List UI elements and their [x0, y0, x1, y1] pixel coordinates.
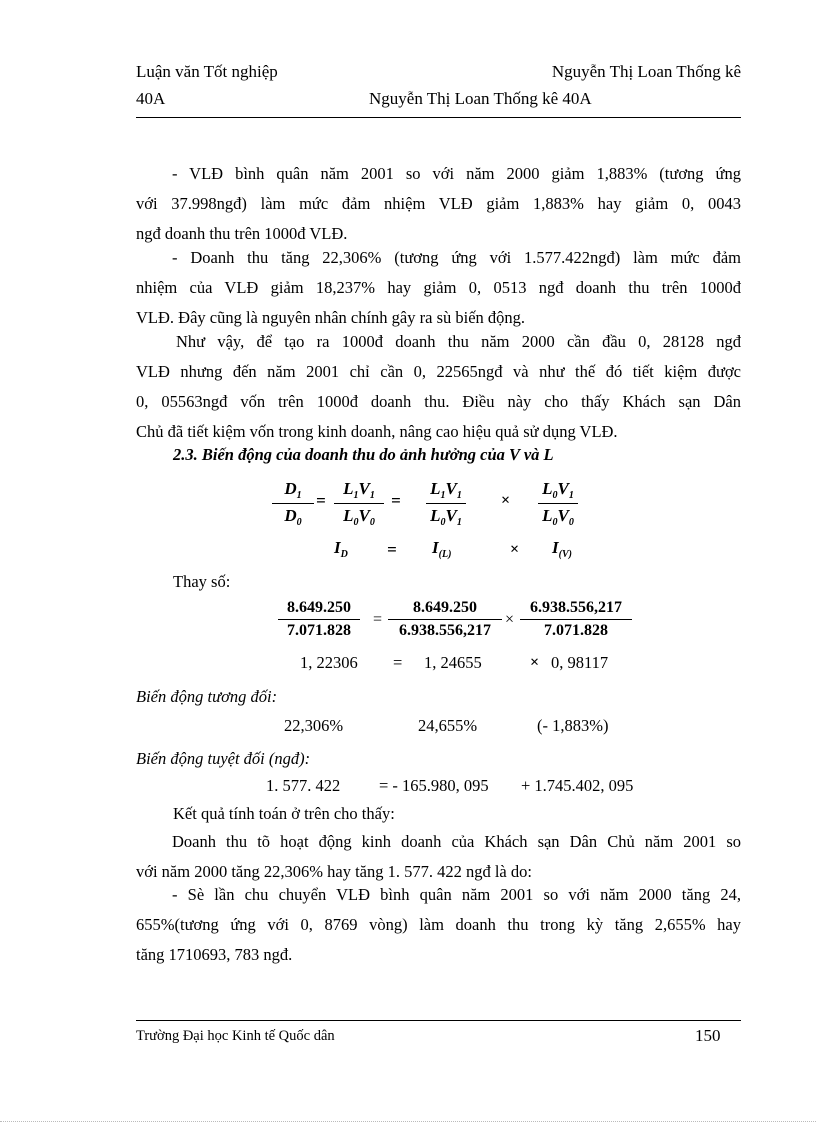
times-sign: × — [501, 492, 511, 509]
result-l: 1, 24655 — [424, 653, 482, 672]
absolute-v: + 1.745.402, 095 — [521, 776, 634, 795]
text-line: với 37.998ngđ) làm mức đảm nhiệm VLĐ giảm 1,883% hay giảm 0, 0043 — [136, 194, 741, 213]
text-line: - VLĐ bình quân năm 2001 so với năm 2000 giảm 1,883% (tương ứng — [172, 164, 741, 183]
header-left-line1: Luận văn Tốt nghiệp — [136, 62, 278, 81]
text-line: VLĐ nhưng đến năm 2001 chỉ cần 0, 22565ngđ và như thế đó tiết kiệm được — [136, 362, 741, 381]
page-bottom-edge — [0, 1121, 816, 1122]
index-iv: $I_{(V)}$ — [552, 538, 572, 560]
numerator: 8.649.250 — [278, 599, 360, 620]
text-line: với năm 2000 tăng 22,306% hay tăng 1. 577. 422 ngđ là do: — [136, 862, 532, 881]
relative-v: (- 1,883%) — [537, 716, 609, 735]
paragraph-2 — [136, 243, 741, 333]
text-line: tăng 1710693, 783 ngđ. — [136, 945, 293, 964]
relative-total: 22,306% — [284, 716, 344, 735]
absolute-l: = - 165.980, 095 — [379, 776, 489, 795]
times-sign: × — [530, 654, 540, 671]
text-line: - Sè lần chu chuyển VLĐ bình quân năm 2001 so với năm 2000 tăng 24, — [172, 885, 741, 904]
index-id: $I_D$ — [334, 538, 348, 560]
times-sign: × — [505, 611, 515, 628]
paragraph-5 — [136, 880, 741, 970]
paragraph-4 — [136, 827, 741, 887]
denominator: 6.938.556,217 — [399, 622, 491, 639]
text-line: 0, 05563ngđ vốn trên 1000đ doanh thu. Điều này cho thấy Khách sạn Dân — [136, 392, 741, 411]
equals-sign: = — [391, 491, 401, 510]
numerator: 6.938.556,217 — [520, 599, 632, 620]
text-line: - Doanh thu tăng 22,306% (tương ứng với 1.577.422ngđ) làm mức đảm — [172, 248, 741, 267]
text-line: 655%(tương ứng với 0, 8769 vòng) làm doanh thu trong kỳ tăng 2,655% hay — [136, 915, 741, 934]
text-line: VLĐ. Đây cũng là nguyên nhân chính gây ra sù biến động. — [136, 308, 526, 327]
footer-university: Trường Đại học Kinh tế Quốc dân — [136, 1028, 335, 1044]
page-number: 150 — [695, 1026, 721, 1045]
text-line: Như vậy, để tạo ra 1000đ doanh thu năm 2000 cần đầu 0, 28128 ngđ — [176, 332, 741, 351]
section-heading: 2.3. Biến động của doanh thu do ảnh hưởng của V và L — [173, 445, 554, 464]
text-line: ngđ doanh thu trên 1000đ VLĐ. — [136, 224, 348, 243]
equals-sign: = — [393, 653, 403, 672]
text-line: Doanh thu tõ hoạt động kinh doanh của Khách sạn Dân Chủ năm 2001 so — [172, 832, 741, 851]
fraction-l0v1-l0v0: $\frac{L_0V_1}{L_0V_0}$ — [538, 479, 578, 528]
header-center-line2: Nguyễn Thị Loan Thống kê 40A — [369, 89, 592, 108]
footer-rule — [136, 1020, 741, 1021]
header-rule — [136, 117, 741, 118]
symbol-d: D — [284, 506, 297, 525]
header-left-line2: 40A — [136, 89, 166, 108]
absolute-change-label: Biến động tuyệt đối (ngđ): — [136, 749, 311, 768]
fraction-values-3 — [520, 599, 632, 640]
result-total: 1, 22306 — [300, 653, 358, 672]
equals-sign: = — [387, 540, 397, 559]
result-v: 0, 98117 — [551, 653, 609, 672]
fraction-values-1 — [278, 599, 360, 640]
conclusion-intro: Kết quả tính toán ở trên cho thấy: — [173, 804, 395, 823]
fraction-d1-d0: $\frac{D_1}{D_0}$ — [272, 479, 314, 528]
absolute-total: 1. 577. 422 — [266, 776, 341, 795]
paragraph-1 — [136, 159, 741, 249]
substitution-label: Thay số: — [173, 572, 231, 591]
fraction-values-2 — [388, 599, 502, 640]
denominator: 7.071.828 — [287, 622, 351, 639]
text-line: nhiệm của VLĐ giảm 18,237% hay giảm 0, 0513 ngđ doanh thu trên 1000đ — [136, 278, 741, 297]
equals-sign: = — [316, 491, 326, 510]
equals-sign: = — [373, 611, 383, 628]
times-sign: × — [510, 541, 520, 558]
header-right-line1: Nguyễn Thị Loan Thống kê — [551, 62, 741, 81]
paragraph-3 — [136, 327, 741, 447]
index-il: $I_{(L)}$ — [432, 538, 452, 560]
relative-change-label: Biến động tương đối: — [136, 687, 278, 706]
text-line: Chủ đã tiết kiệm vốn trong kinh doanh, nâng cao hiệu quả sử dụng VLĐ. — [136, 422, 618, 441]
fraction-l1v1-l0v0: $\frac{L_1V_1}{L_0V_0}$ — [334, 479, 384, 528]
fraction-l1v1-l0v1: $\frac{L_1V_1}{L_0V_1}$ — [426, 479, 466, 528]
relative-l: 24,655% — [418, 716, 478, 735]
symbol-d: D — [284, 479, 297, 498]
numerator: 8.649.250 — [388, 599, 502, 620]
denominator: 7.071.828 — [544, 622, 608, 639]
